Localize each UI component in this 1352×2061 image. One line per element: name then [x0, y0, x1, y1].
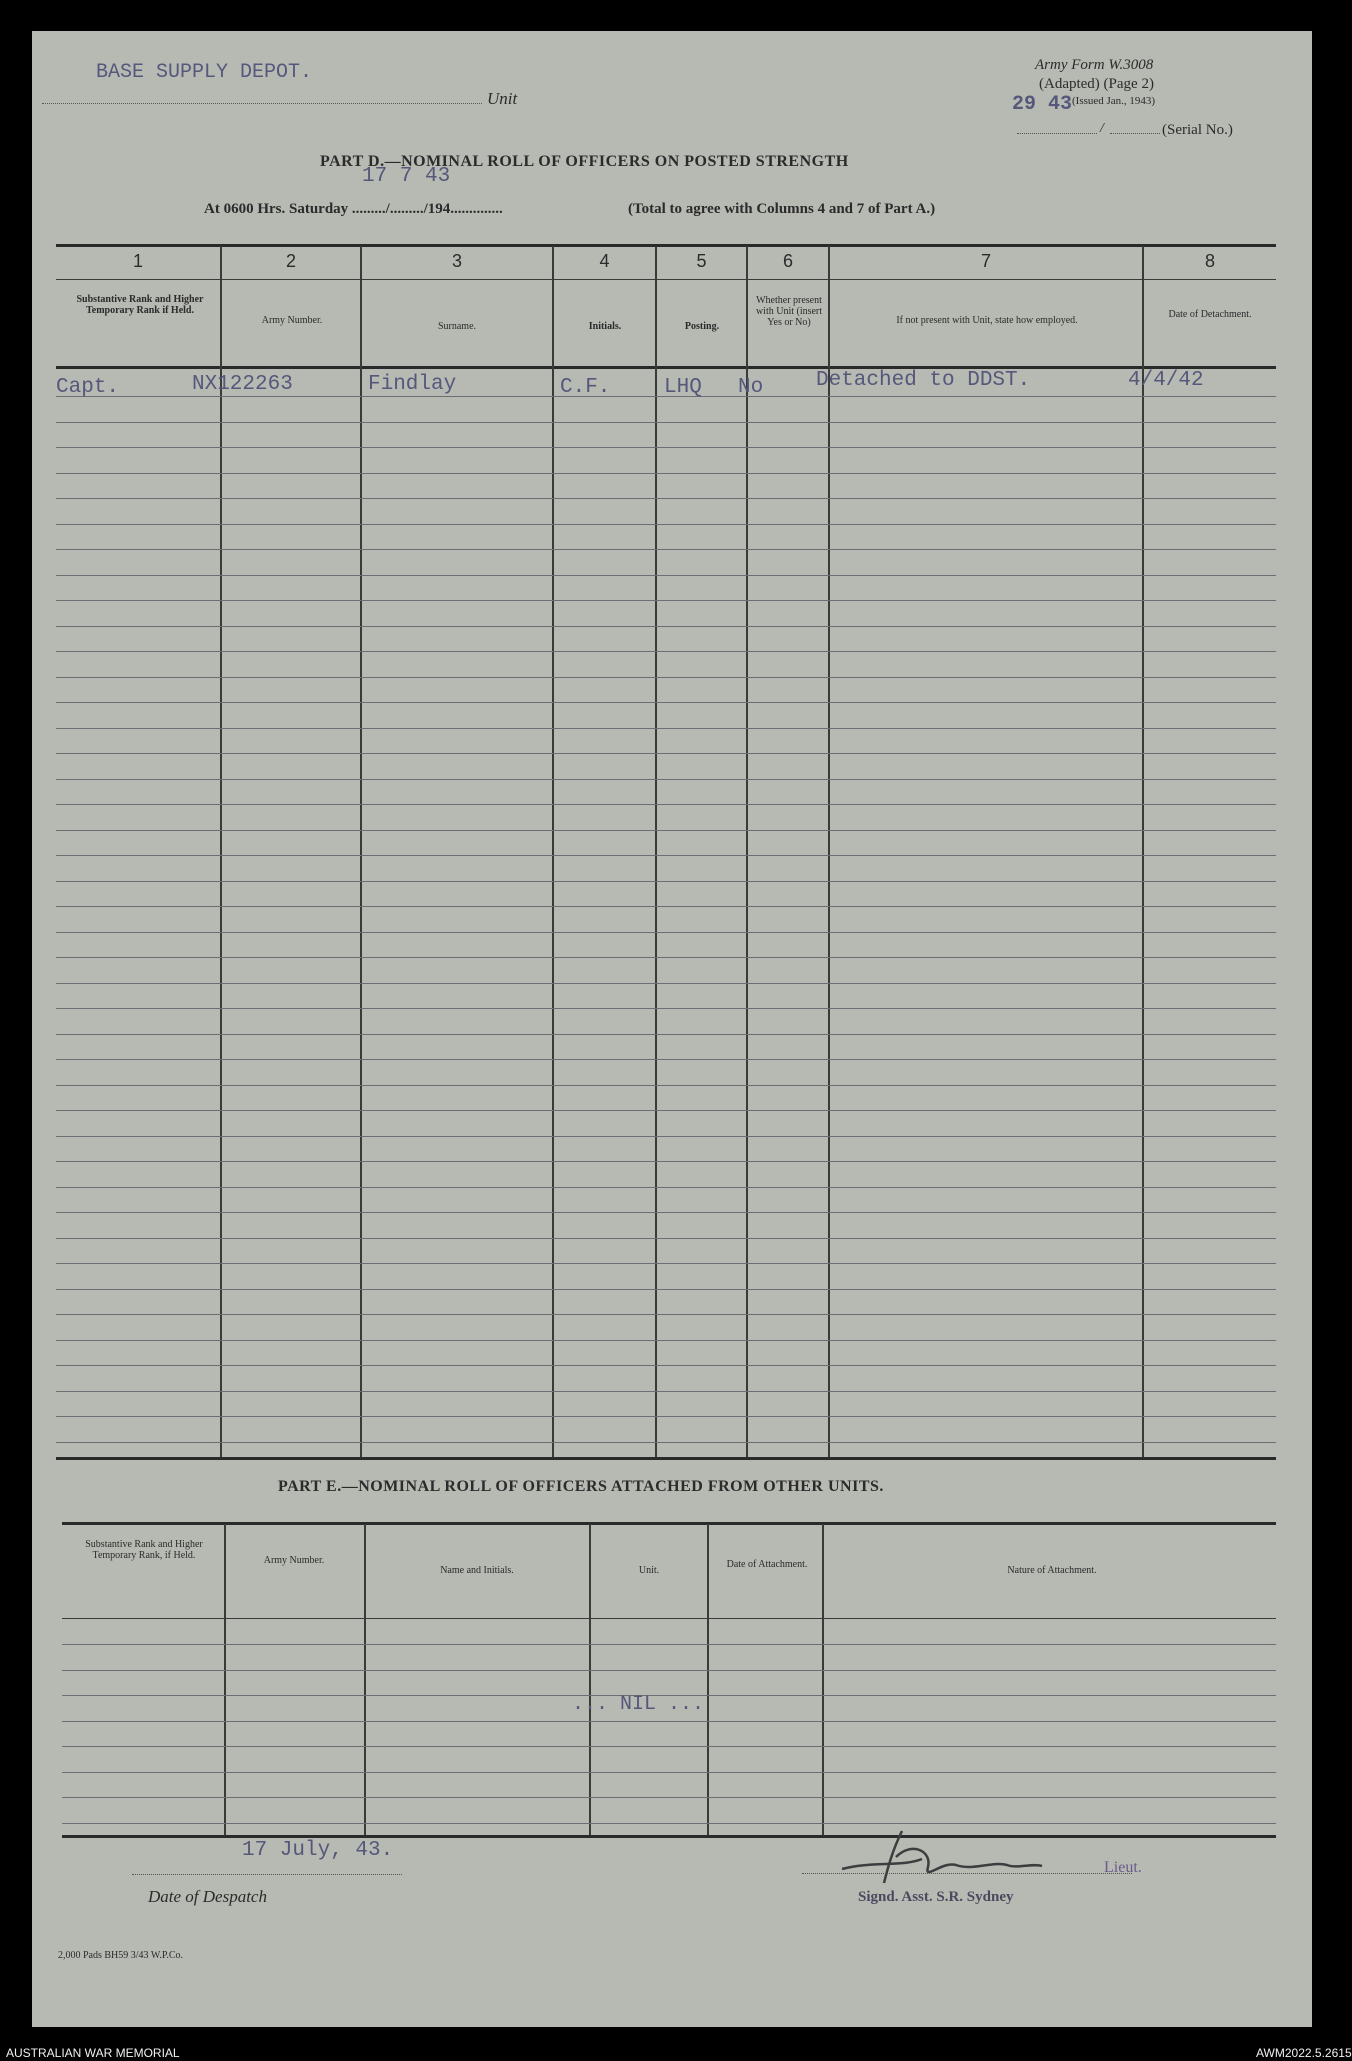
- col-number-8: 8: [1204, 251, 1215, 271]
- ruled-line: [56, 855, 1276, 856]
- ruled-line: [56, 677, 1276, 678]
- ruled-line: [62, 1721, 1276, 1722]
- col-header-rank: Substantive Rank and Higher Temporary Rank if Held.: [76, 294, 204, 316]
- serial-line-1: [1017, 133, 1097, 134]
- signature-line: [802, 1873, 1132, 1874]
- ruled-line: [56, 932, 1276, 933]
- e-header-army-number: Army Number.: [263, 1555, 325, 1566]
- ruled-line: [56, 1314, 1276, 1315]
- ruled-line: [56, 1391, 1276, 1392]
- row-surname: Findlay: [368, 373, 457, 396]
- e-header-rank: Substantive Rank and Higher Temporary Rank, if Held.: [85, 1539, 203, 1561]
- col-number-7: 7: [980, 251, 991, 271]
- row-posting: LHQ: [664, 376, 702, 399]
- ruled-line: [56, 1263, 1276, 1264]
- unit-label: Unit: [487, 89, 518, 108]
- ruled-line: [56, 1136, 1276, 1137]
- col-number-3: 3: [451, 251, 462, 271]
- ruled-line: [56, 1442, 1276, 1443]
- ruled-line: [62, 1797, 1276, 1798]
- col-header-surname: Surname.: [437, 321, 477, 332]
- ruled-line: [56, 498, 1276, 499]
- form-issued: (Issued Jan., 1943): [1072, 95, 1156, 107]
- ruled-line: [56, 1110, 1276, 1111]
- ruled-line: [56, 1212, 1276, 1213]
- despatch-label: Date of Despatch: [148, 1887, 267, 1906]
- ruled-line: [56, 1187, 1276, 1188]
- row-employed: Detached to DDST.: [816, 369, 1031, 392]
- ruled-line: [62, 1746, 1276, 1747]
- ruled-line: [56, 779, 1276, 780]
- ruled-line: [56, 575, 1276, 576]
- ruled-line: [56, 549, 1276, 550]
- despatch-line: [132, 1874, 402, 1875]
- e-header-name: Name and Initials.: [440, 1565, 514, 1576]
- ruled-line: [56, 447, 1276, 448]
- row-rank: Capt.: [56, 376, 120, 399]
- ruled-line: [56, 651, 1276, 652]
- row-army-number: NX122263: [192, 373, 293, 396]
- ruled-line: [56, 473, 1276, 474]
- part-e-title: PART E.—NOMINAL ROLL OF OFFICERS ATTACHED FROM OTHER UNITS.: [278, 1478, 884, 1495]
- ruled-line: [56, 804, 1276, 805]
- col-number-6: 6: [782, 251, 793, 271]
- ruled-line: [56, 1034, 1276, 1035]
- col-number-5: 5: [696, 251, 707, 271]
- ruled-line: [56, 957, 1276, 958]
- serial-line-2: [1110, 133, 1160, 134]
- col-number-4: 4: [599, 251, 610, 271]
- ruled-line: [56, 524, 1276, 525]
- col-header-army-number: Army Number.: [261, 315, 323, 326]
- ruled-line: [56, 702, 1276, 703]
- e-header-date: Date of Attachment.: [726, 1559, 808, 1570]
- e-header-nature: Nature of Attachment.: [1007, 1565, 1097, 1576]
- ruled-line: [56, 1059, 1276, 1060]
- col-header-initials: Initials.: [588, 321, 622, 332]
- part-d-at-line: At 0600 Hrs. Saturday ........./........./194..............: [204, 201, 503, 217]
- ruled-line: [56, 422, 1276, 423]
- ruled-line: [56, 1238, 1276, 1239]
- printer-note: 2,000 Pads BH59 3/43 W.P.Co.: [58, 1950, 184, 1961]
- ruled-line: [56, 1289, 1276, 1290]
- ruled-line: [56, 830, 1276, 831]
- ruled-line: [56, 983, 1276, 984]
- serial-label: (Serial No.): [1162, 122, 1233, 138]
- part-d-title: PART D.—NOMINAL ROLL OF OFFICERS ON POSTED STRENGTH: [320, 153, 849, 170]
- ruled-line: [56, 1416, 1276, 1417]
- part-d-date-typed: 17 7 43: [362, 165, 451, 188]
- row-present: No: [738, 376, 764, 399]
- form-adapted: (Adapted) (Page 2): [1039, 76, 1154, 92]
- ruled-line: [56, 1365, 1276, 1366]
- serial-typed: 29 43: [1012, 93, 1073, 116]
- ruled-line: [56, 600, 1276, 601]
- part-d-total-note: (Total to agree with Columns 4 and 7 of Part A.): [628, 201, 936, 217]
- ruled-line: [56, 1340, 1276, 1341]
- unit-dotted-line: [42, 103, 482, 104]
- despatch-date: 17 July, 43.: [242, 1839, 394, 1862]
- unit-value: BASE SUPPLY DEPOT.: [96, 61, 313, 84]
- col-header-present: Whether present with Unit (insert Yes or No): [755, 295, 823, 328]
- part-e-nil: ... NIL ...: [572, 1693, 705, 1716]
- ruled-line: [56, 728, 1276, 729]
- col-number-1: 1: [132, 251, 143, 271]
- ruled-line: [62, 1670, 1276, 1671]
- ruled-line: [62, 1644, 1276, 1645]
- ruled-line: [56, 1008, 1276, 1009]
- ruled-line: [56, 881, 1276, 882]
- signed-label: Signd. Asst. S.R. Sydney: [858, 1889, 1014, 1905]
- archive-credit: AUSTRALIAN WAR MEMORIAL: [6, 2046, 180, 2060]
- col-header-date-detachment: Date of Detachment.: [1168, 309, 1252, 320]
- ruled-line: [62, 1772, 1276, 1773]
- ruled-line: [56, 906, 1276, 907]
- row-initials: C.F.: [560, 376, 611, 399]
- archive-id: AWM2022.5.2615: [1256, 2046, 1352, 2060]
- e-header-unit: Unit.: [638, 1565, 660, 1576]
- col-number-2: 2: [285, 251, 296, 271]
- col-header-employed: If not present with Unit, state how employed.: [896, 315, 1078, 326]
- ruled-line: [56, 1085, 1276, 1086]
- form-name: Army Form W.3008: [1035, 57, 1154, 73]
- col-header-posting: Posting.: [684, 321, 720, 332]
- row-date-detachment: 4/4/42: [1128, 369, 1204, 392]
- ruled-line: [56, 626, 1276, 627]
- form-sheet: BASE SUPPLY DEPOT. Unit Army Form W.3008 (Adapted) (Page 2) (Issued Jan., 1943) 29 43 / (Serial No.) PART D.—NOMINAL ROLL OF OFFICERS ON POSTED STRENGTH 17 7 43 At 0600 Hrs. Saturday ........./........./194.............. (Total to agree with Columns 4 and 7 of Part A.) 1 2 3 4 5 6 7 8 Substantive Rank and Higher Temporary Rank if Held. Army Number. Surname. Initials. Posting. Whether present with Unit (insert Yes or No) If not present with Unit, state how employed. Date of Detachment. Capt. NX122263 Findlay C.F. LHQ No Detached to DDST. 4/4/42 PART E.—NOMINAL ROLL OF OFFICERS ATTACHED FROM OTHER UNITS. Substantive Rank and Higher Temporary Rank, if Held. Army Number. Name and Initials. Unit. Date of Attachment. Nature of Attachment. ... NIL ... 17 July, 43. Date of Despatch Lieut. Signd. Asst. S.R. Sydney 2,000 Pads BH59 3/43 W.P.Co.: [32, 31, 1312, 2027]
- ruled-line: [56, 753, 1276, 754]
- signoff-rank: Lieut.: [1104, 1859, 1142, 1876]
- ruled-line: [56, 1161, 1276, 1162]
